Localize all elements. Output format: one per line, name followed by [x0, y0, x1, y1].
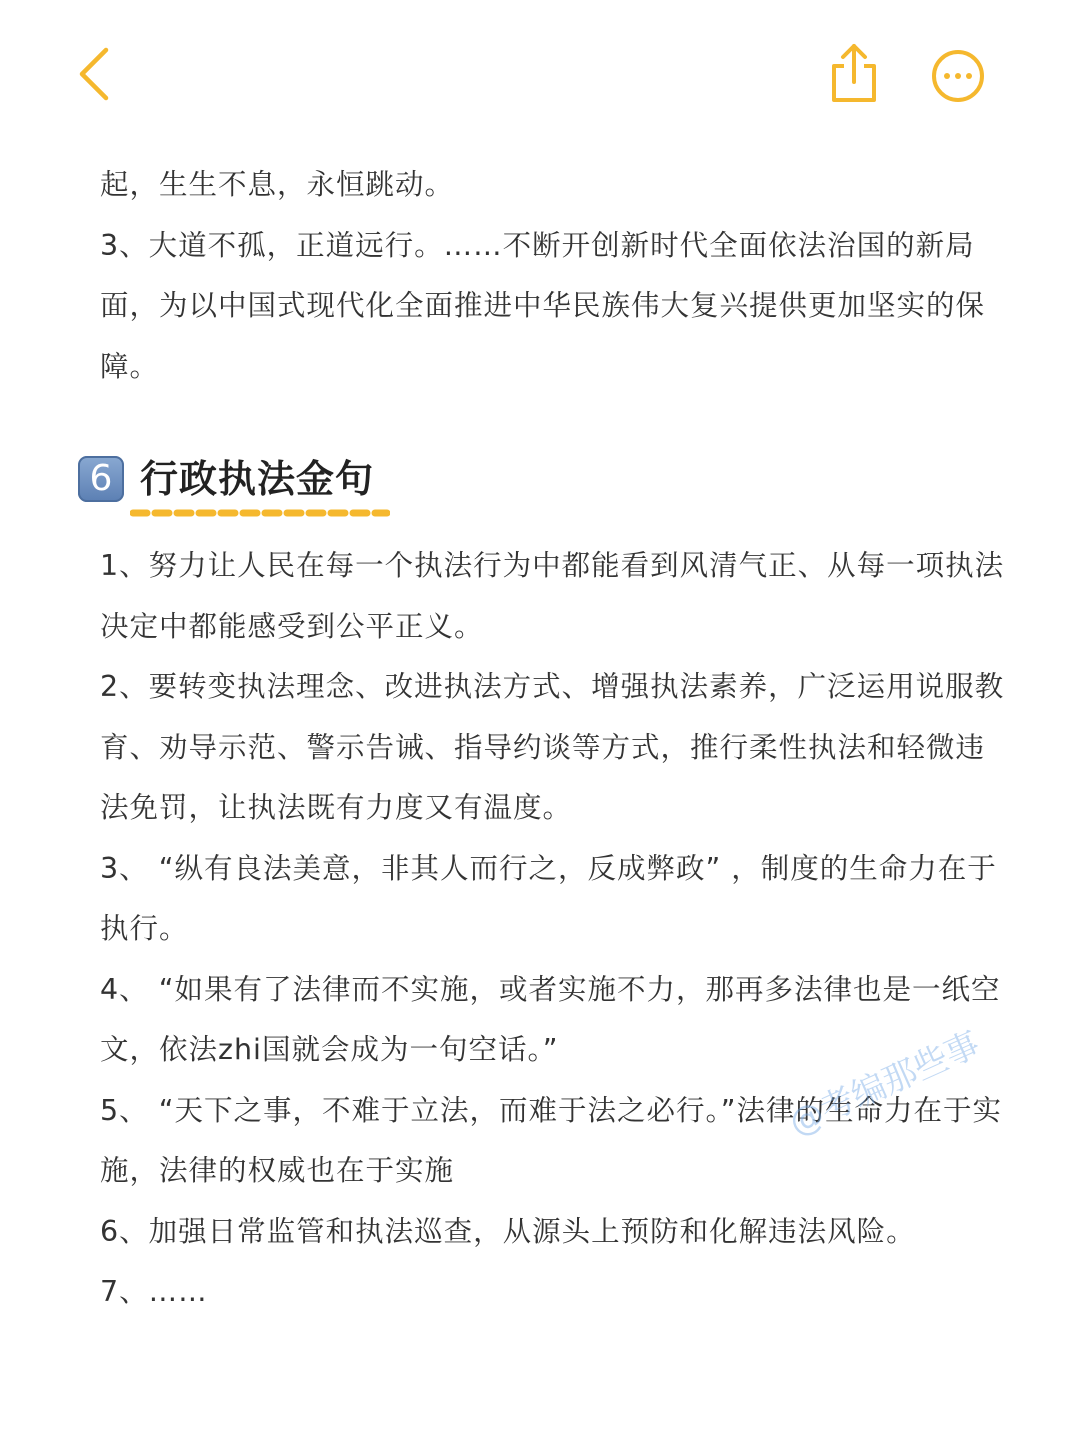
list-item: 2、要转变执法理念、改进执法方式、增强执法素养，广泛运用说服教育、劝导示范、警示告诫、指导约谈等方式，推行柔性执法和轻微违法免罚，让执法既有力度又有温度。 — [100, 670, 1005, 824]
list-item: 5、 “天下之事，不难于立法，而难于法之必行。”法律的生命力在于实施，法律的权威也在于实施 — [100, 1093, 1002, 1187]
more-icon — [928, 46, 988, 106]
list-item: 1、努力让人民在每一个执法行为中都能看到风清气正、从每一项执法决定中都能感受到公平正义。 — [100, 549, 1005, 643]
section-heading — [78, 450, 678, 530]
more-button[interactable] — [928, 46, 988, 106]
watermark: @考编那些事 — [783, 1024, 986, 1144]
paragraph: 3、大道不孤，正道远行。……不断开创新时代全面依法治国的新局面，为以中国式现代化全面推进中华民族伟大复兴提供更加坚实的保障。 — [100, 228, 986, 383]
dashed-underline — [130, 508, 390, 518]
back-button[interactable] — [70, 44, 122, 104]
number-badge: 6 — [78, 456, 124, 502]
share-icon — [822, 40, 886, 106]
intro-text — [100, 155, 1005, 397]
section-list — [100, 536, 1005, 1323]
list-item: 7、…… — [100, 1275, 208, 1308]
paragraph: 起，生生不息，永恒跳动。 — [100, 168, 455, 201]
list-item: 4、 “如果有了法律而不实施，或者实施不力，那再多法律也是一纸空文，依法zhi国就会成为一句空话。” — [100, 972, 1001, 1066]
list-item: 6、加强日常监管和执法巡查，从源头上预防和化解违法风险。 — [100, 1214, 916, 1248]
share-button[interactable] — [822, 40, 886, 106]
top-navigation-bar — [0, 0, 1080, 150]
list-item: 3、 “纵有良法美意，非其人而行之，反成弊政” ，制度的生命力在于执行。 — [100, 851, 997, 945]
chevron-left-icon — [70, 44, 122, 104]
section-title: 行政执法金句 — [140, 457, 375, 501]
